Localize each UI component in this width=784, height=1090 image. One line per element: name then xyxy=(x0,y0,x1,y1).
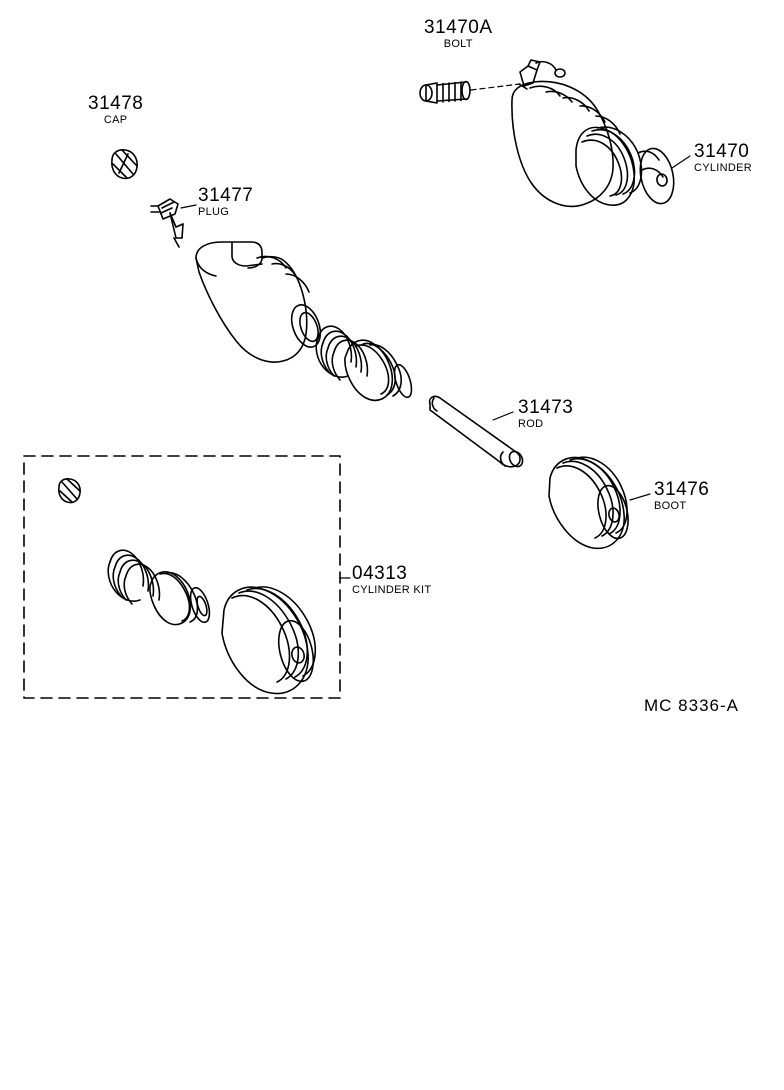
bolt-part xyxy=(420,82,470,104)
callout-cap-number: 31478 xyxy=(88,93,144,114)
callout-rod-number: 31473 xyxy=(518,397,574,418)
callout-bolt xyxy=(424,18,493,50)
cap-part xyxy=(112,150,137,179)
callout-cap-desc: CAP xyxy=(103,114,128,126)
callout-rod-desc: ROD xyxy=(518,418,544,430)
cylinder-kit-parts xyxy=(59,479,319,694)
callout-cylinder xyxy=(694,142,752,174)
upper-cylinder-assembly xyxy=(420,60,690,207)
cylinder-boot xyxy=(576,127,678,207)
callout-cap xyxy=(88,94,143,126)
callout-cylinder-number: 31470 xyxy=(694,141,750,162)
callout-bolt-desc: BOLT xyxy=(443,38,473,50)
callout-rod xyxy=(518,398,573,430)
main-cylinder-boot xyxy=(316,326,415,400)
callout-plug-desc: PLUG xyxy=(198,206,230,218)
boot-part xyxy=(549,457,650,548)
plug-part xyxy=(151,199,196,247)
main-cylinder-body xyxy=(196,242,326,362)
callout-cylinder-kit-number: 04313 xyxy=(352,563,408,584)
callout-boot-number: 31476 xyxy=(654,479,710,500)
callout-boot-desc: BOOT xyxy=(654,500,687,512)
callout-cylinder-kit xyxy=(352,564,431,596)
callout-cylinder-desc: CYLINDER xyxy=(694,162,753,174)
callout-cylinder-kit-desc: CYLINDER KIT xyxy=(352,584,432,596)
callout-bolt-number: 31470A xyxy=(424,17,493,38)
callout-boot xyxy=(654,480,709,512)
callout-plug xyxy=(198,186,253,218)
callout-plug-number: 31477 xyxy=(198,185,254,206)
rod-part xyxy=(430,396,526,469)
figure-code: MC 8336-A xyxy=(644,696,739,715)
cylinder-port xyxy=(519,60,565,89)
